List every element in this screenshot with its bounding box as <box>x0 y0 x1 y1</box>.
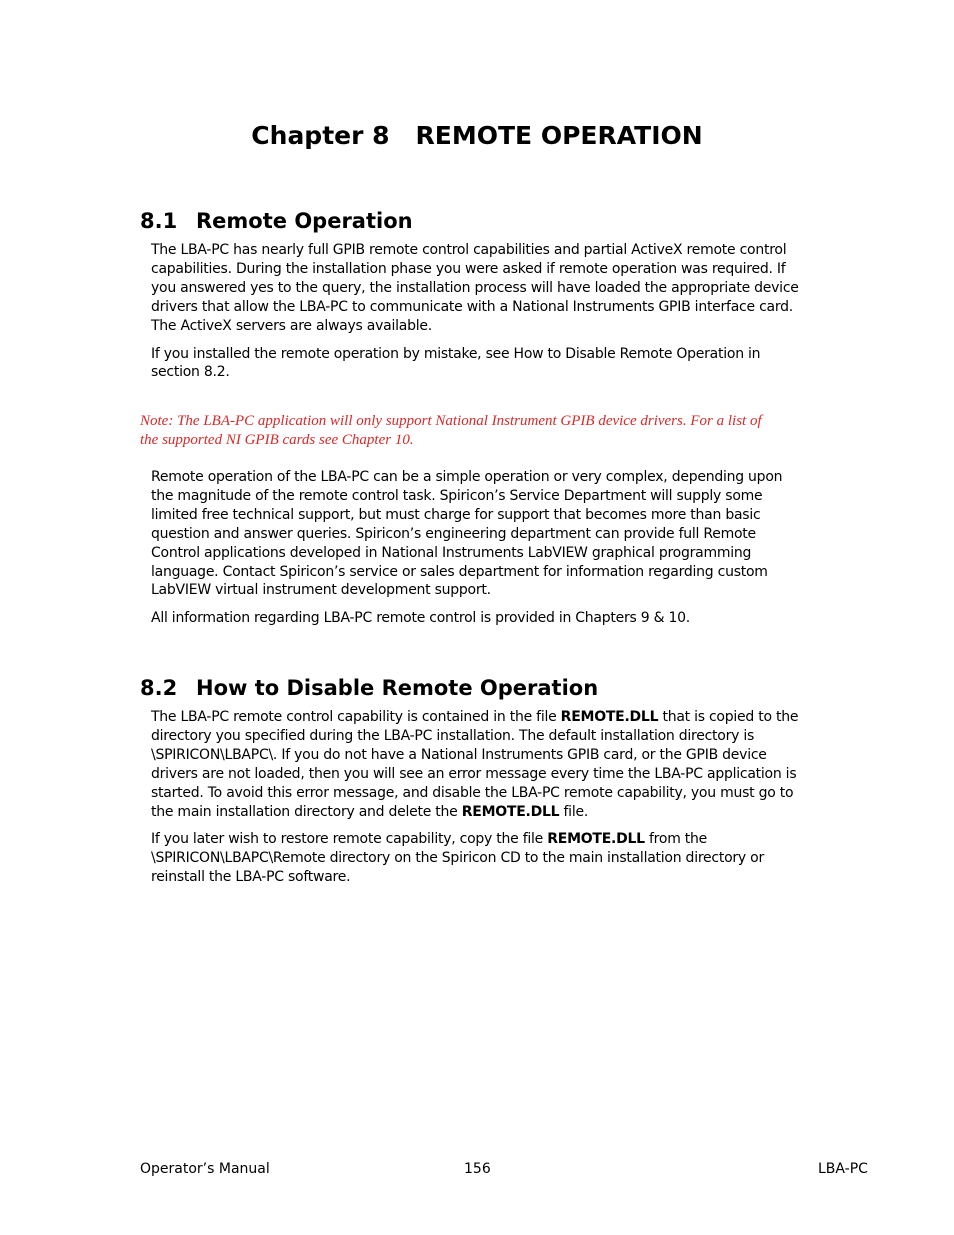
paragraph-mistake-install <box>140 345 820 383</box>
footer-manual-title: Operator’s Manual <box>140 1161 270 1177</box>
text-line: started. To avoid this error message, and disable the LBA-PC remote capability, you must go to <box>151 784 794 801</box>
note-line: the supported NI GPIB cards see Chapter 10. <box>140 431 414 448</box>
text-run: The LBA-PC remote control capability is contained in the file <box>151 709 561 725</box>
chapter-title: REMOTE OPERATION <box>415 121 703 150</box>
text-line: Control applications developed in National Instruments LabVIEW graphical programming <box>151 544 752 561</box>
text-line: drivers are not loaded, then you will see an error message every time the LBA-PC application is <box>151 765 797 782</box>
paragraph-remote-capabilities <box>140 241 820 336</box>
text-line: All information regarding LBA-PC remote control is provided in Chapters 9 & 10. <box>151 610 690 627</box>
section-heading-8-1 <box>140 206 820 236</box>
text-line <box>151 708 820 727</box>
text-line: section 8.2. <box>151 364 230 381</box>
section-number: 8.1 <box>140 209 178 233</box>
text-line: language. Contact Spiricon’s service or sales department for information regarding custom <box>151 563 768 580</box>
section-number: 8.2 <box>140 676 178 700</box>
text-line: The LBA-PC has nearly full GPIB remote control capabilities and partial ActiveX remote control <box>151 242 787 258</box>
chapter-heading <box>0 118 954 154</box>
text-run: from the <box>644 831 708 848</box>
text-run: the main installation directory and delete the <box>151 803 462 820</box>
text-line: The ActiveX servers are always available. <box>151 317 432 334</box>
filename-remote-dll: REMOTE.DLL <box>461 803 560 820</box>
text-line: question and answer queries. Spiricon’s engineering department can provide full Remote <box>151 525 756 542</box>
text-line: capabilities. During the installation phase you were asked if remote operation was required. If <box>151 260 786 277</box>
text-line: the magnitude of the remote control task. Spiricon’s Service Department will supply some <box>151 487 763 504</box>
paragraph-chapters-reference <box>140 609 820 628</box>
filename-remote-dll: REMOTE.DLL <box>547 831 645 848</box>
paragraph-remote-dll <box>140 708 820 821</box>
note-line: Note: The LBA-PC application will only support National Instrument GPIB device drivers. For a list of <box>140 413 762 429</box>
paragraph-restore-remote <box>140 830 820 887</box>
note-gpib-drivers <box>140 412 820 450</box>
section-title: Remote Operation <box>196 209 413 233</box>
text-line: If you installed the remote operation by mistake, see How to Disable Remote Operation in <box>151 345 761 362</box>
chapter-number: Chapter 8 <box>251 121 390 150</box>
text-line: reinstall the LBA-PC software. <box>151 869 351 886</box>
footer-page-number: 156 <box>464 1161 491 1177</box>
paragraph-remote-support <box>140 468 820 600</box>
text-line: \SPIRICON\LBAPC\. If you do not have a National Instruments GPIB card, or the GPIB device <box>151 746 767 763</box>
text-line: Remote operation of the LBA-PC can be a simple operation or very complex, depending upon <box>151 469 783 485</box>
text-line: LabVIEW virtual instrument development support. <box>151 582 491 599</box>
section-8-2 <box>140 673 820 887</box>
text-line: limited free technical support, but must charge for support that becomes more than basic <box>151 506 761 523</box>
section-heading-8-2 <box>140 673 820 703</box>
text-line: \SPIRICON\LBAPC\Remote directory on the Spiricon CD to the main installation directory or <box>151 850 764 867</box>
filename-remote-dll: REMOTE.DLL <box>560 709 659 725</box>
footer-product-name: LBA-PC <box>818 1161 868 1177</box>
text-line <box>151 803 820 822</box>
section-8-1 <box>140 206 820 382</box>
text-run: file. <box>559 803 589 820</box>
text-line: drivers that allow the LBA-PC to communicate with a National Instruments GPIB interface card. <box>151 298 793 315</box>
text-line <box>151 830 820 849</box>
text-line: directory you specified during the LBA-PC installation. The default installation directory is <box>151 727 755 744</box>
section-8-1-continued <box>140 468 820 628</box>
text-line: you answered yes to the query, the installation process will have loaded the appropriate device <box>151 279 799 296</box>
text-run: If you later wish to restore remote capability, copy the file <box>151 831 548 848</box>
text-run: that is copied to the <box>658 709 799 725</box>
section-title: How to Disable Remote Operation <box>196 676 599 700</box>
